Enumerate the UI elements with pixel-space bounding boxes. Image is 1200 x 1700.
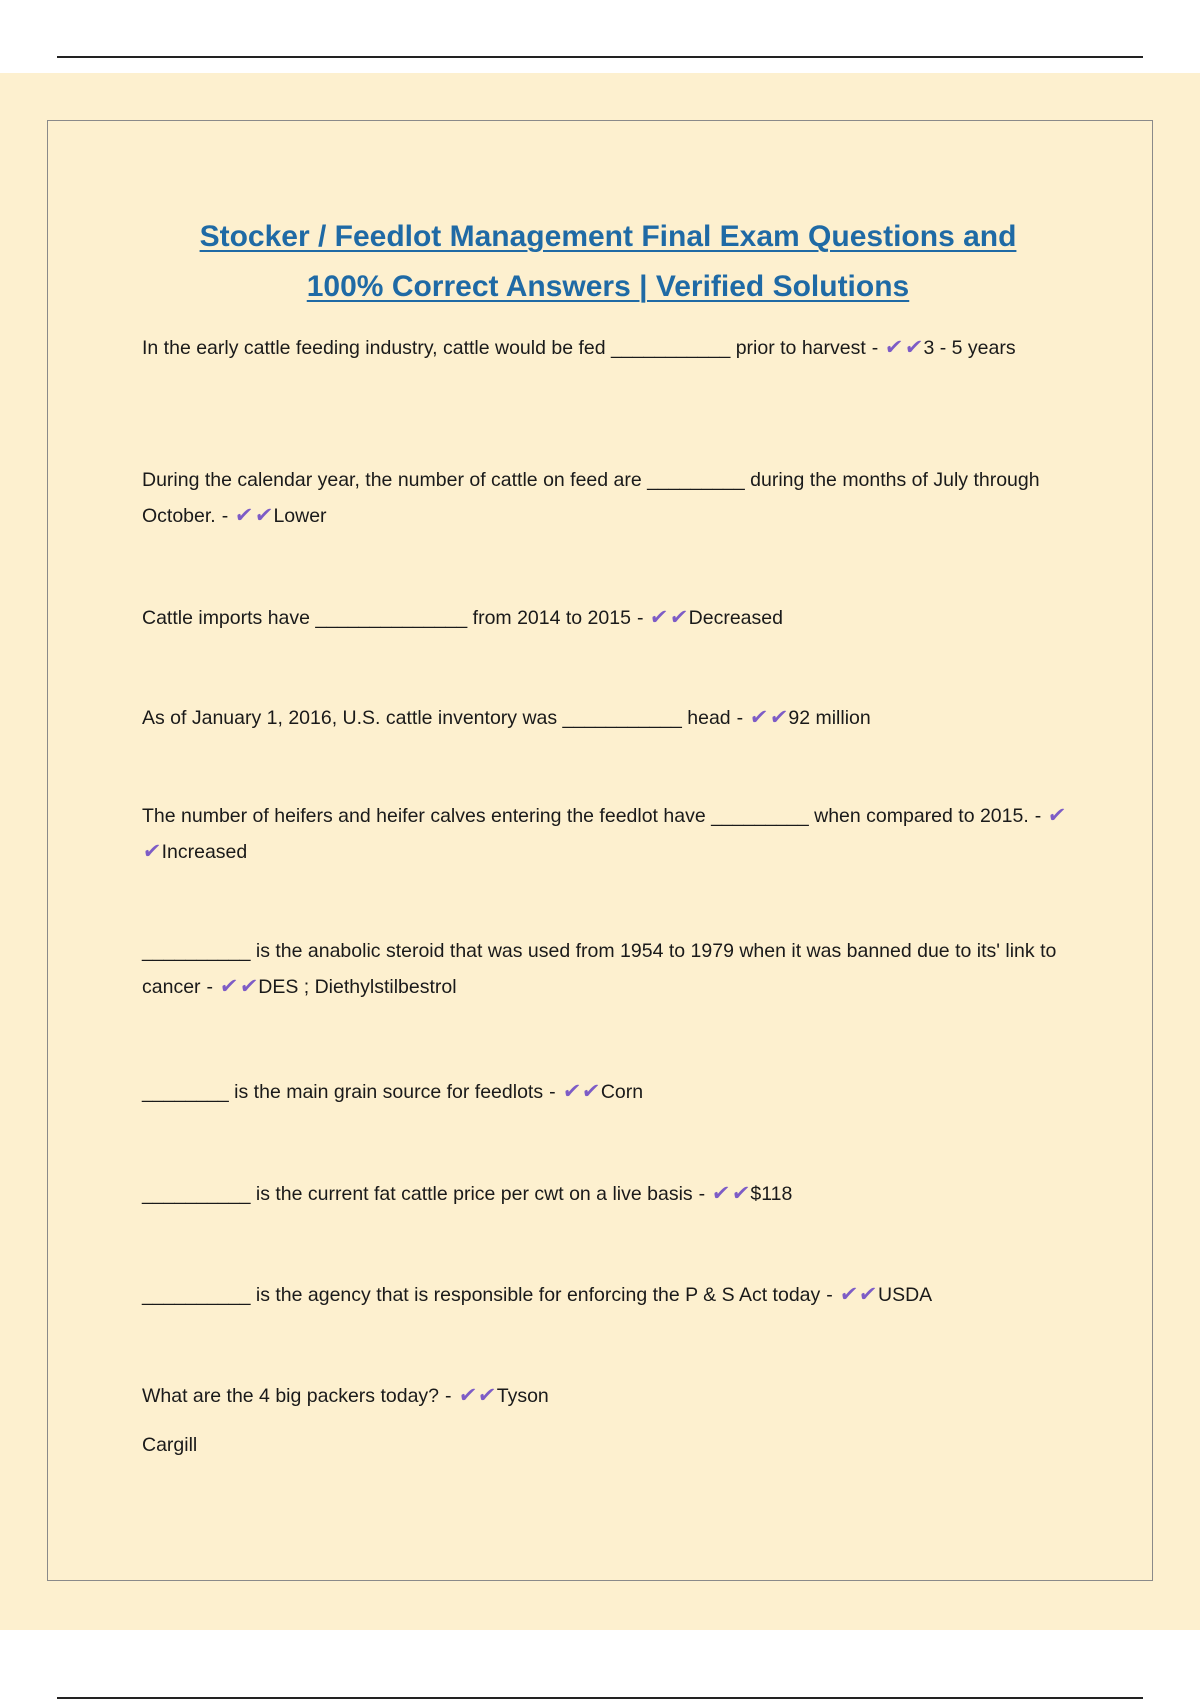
document-title-line-1: Stocker / Feedlot Management Final Exam Questions and — [199, 220, 1017, 253]
question-text: __________ is the current fat cattle price per cwt on a live basis — [142, 1183, 693, 1205]
checkmark-icon: ✔ — [141, 840, 163, 863]
question-text: Cattle imports have ______________ from 2014 to 2015 — [142, 607, 631, 629]
document-title — [140, 212, 1076, 312]
checkmark-icon: ✔ — [903, 336, 925, 359]
checkmark-icon: ✔ — [476, 1384, 498, 1407]
answer-separator: - — [636, 607, 644, 629]
question-text: The number of heifers and heifer calves entering the feedlot have _________ when compared to 2015. — [142, 805, 1029, 827]
bottom-rule — [57, 1697, 1143, 1699]
checkmark-icon: ✔ — [561, 1080, 582, 1103]
question-item — [142, 933, 1072, 1005]
answer-separator: - — [826, 1284, 833, 1306]
checkmark-icon: ✔ — [857, 1283, 879, 1306]
answer-text: Decreased — [688, 607, 783, 629]
checkmark-icon: ✔ — [580, 1080, 602, 1103]
answer-separator: - — [206, 976, 214, 998]
answer-text: USDA — [877, 1284, 933, 1306]
top-rule — [57, 56, 1143, 58]
question-item — [142, 1378, 1072, 1414]
answer-separator: - — [221, 505, 229, 527]
checkmark-icon: ✔ — [456, 1384, 478, 1407]
answer-text: $118 — [750, 1183, 793, 1205]
question-text: As of January 1, 2016, U.S. cattle inventory was ___________ head — [142, 707, 731, 729]
answer-separator: - — [549, 1081, 556, 1103]
checkmark-icon: ✔ — [253, 504, 275, 527]
checkmark-icon: ✔ — [730, 1182, 752, 1205]
checkmark-icon: ✔ — [668, 606, 690, 629]
question-item — [142, 1277, 1072, 1313]
question-text: What are the 4 big packers today? — [142, 1385, 440, 1407]
checkmark-icon: ✔ — [748, 706, 770, 729]
checkmark-icon: ✔ — [233, 504, 255, 527]
answer-separator: - — [445, 1385, 452, 1407]
question-text: ________ is the main grain source for feedlots — [142, 1081, 544, 1103]
question-item — [142, 462, 1072, 534]
question-item — [142, 1176, 1072, 1212]
answer-text: 92 million — [788, 707, 871, 729]
answer-text: Corn — [600, 1081, 644, 1103]
question-text: __________ is the agency that is responsible for enforcing the P & S Act today — [142, 1284, 821, 1306]
checkmark-icon: ✔ — [238, 975, 259, 998]
answer-text: DES ; Diethylstilbestrol — [258, 976, 457, 998]
question-text: During the calendar year, the number of cattle on feed are _________ during the months of July through October. — [142, 469, 1040, 527]
checkmark-icon: ✔ — [883, 336, 905, 359]
question-item — [142, 330, 1072, 366]
document-title-line-2: 100% Correct Answers | Verified Solutions — [306, 270, 910, 303]
question-item — [142, 1074, 1072, 1110]
checkmark-icon: ✔ — [710, 1182, 732, 1205]
answer-separator: - — [871, 337, 879, 359]
answer-text: 3 - 5 years — [923, 337, 1016, 359]
answer-text: Tyson — [496, 1385, 549, 1407]
answer-separator: - — [736, 707, 744, 729]
checkmark-icon: ✔ — [218, 975, 240, 998]
question-item — [142, 798, 1072, 870]
checkmark-icon: ✔ — [1046, 804, 1068, 827]
question-item — [142, 600, 1072, 636]
answer-text: Increased — [161, 841, 248, 863]
answer-separator: - — [1034, 805, 1042, 827]
answer-continuation: Cargill — [142, 1434, 198, 1456]
checkmark-icon: ✔ — [768, 706, 790, 729]
answer-text: Lower — [273, 505, 327, 527]
checkmark-icon: ✔ — [648, 606, 670, 629]
checkmark-icon: ✔ — [838, 1283, 860, 1306]
question-text: __________ is the anabolic steroid that was used from 1954 to 1979 when it was banned due to its' link to cancer — [142, 940, 1057, 998]
question-text: In the early cattle feeding industry, cattle would be fed ___________ prior to harvest — [142, 337, 866, 359]
question-item — [142, 700, 1072, 736]
answer-separator: - — [698, 1183, 706, 1205]
